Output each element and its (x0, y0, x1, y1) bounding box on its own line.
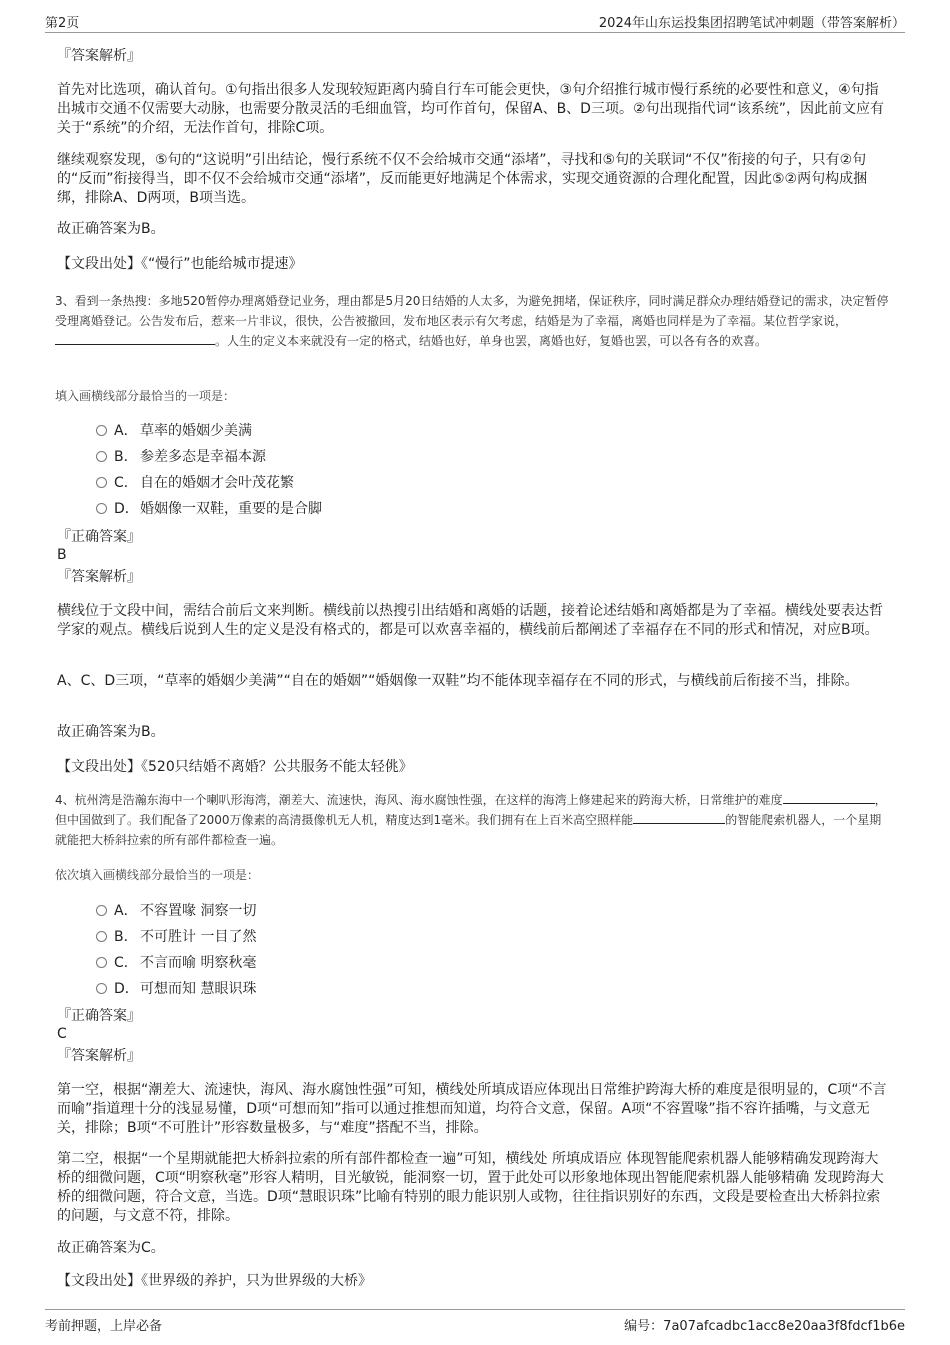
analysis-paragraph: 横线位于文段中间，需结合前后文来判断。横线前以热搜引出结婚和离婚的话题，接着论述结婚和离婚都是为了幸福。横线处要表达哲学家的观点。横线后说到人生的定义是没有格式的，都是可以欢喜幸福的，横线前后都阐述了幸福存在不同的形式和情况，对应B项。 (57, 603, 883, 638)
document-title: 2024年山东运投集团招聘笔试冲刺题（带答案解析） (598, 16, 905, 31)
question-text: ，但中国做到了。我们配备了2000万像素的高清摄像机无人机，精度达到1毫米。我们拥有在上百米高空照样能 (55, 793, 887, 827)
option-c[interactable]: C． 不言而喻 明察秋毫 (96, 953, 256, 973)
analysis-paragraph: 第二空，根据“一个星期就能把大桥斜拉索的所有部件都检查一遍”可知，横线处 所填成语应 体现智能爬索机器人能够精确发现跨海大桥的细微问题，C项“明察秋毫”形容人精明，目光敏锐，能洞察一切，置于此处可以形象地体现出智能爬索机器人能够精确 发现跨海大桥的细微问题，符合文意，当选。D项“慧眼识珠”比喻有特别的眼力能识别人或物，往往指识别好的东西，文段是要检查出大桥斜拉索的问题，与文意不符，排除。 (57, 1151, 884, 1224)
option-a[interactable]: A． 草率的婚姻少美满 (96, 421, 252, 441)
radio-icon[interactable] (96, 983, 107, 994)
option-a[interactable]: A． 不容置喙 洞察一切 (96, 901, 256, 921)
source-note: 【文段出处】《“慢行”也能给城市提速》 (57, 256, 303, 272)
analysis-label: 『答案解析』 (57, 48, 141, 64)
analysis-label: 『答案解析』 (57, 569, 141, 585)
page-header (45, 10, 905, 33)
fill-blank (55, 333, 215, 345)
page-number: 第2页 (45, 16, 80, 31)
question-3-stem (55, 291, 893, 351)
option-b[interactable]: B． 参差多态是幸福本源 (96, 447, 266, 467)
analysis-paragraph: 继续观察发现，⑤句的“这说明”引出结论，慢行系统不仅不会给城市交通“添堵”，寻找和⑤句的关联词“不仅”衔接的句子，只有②句的“反而”衔接得当，即不仅不会给城市交通“添堵”，反而能更好地满足个体需求，实现交通资源的合理化配置，因此⑤②两句构成捆绑，排除A、D两项，B项当选。 (57, 152, 868, 206)
question-text: 3、看到一条热搜：多地520暂停办理离婚登记业务，理由都是5月20日结婚的人太多，为避免拥堵，保证秩序，同时满足群众办理结婚登记的需求，决定暂停受理离婚登记。公告发布后，惹来一片非议，很快，公告被撤回，发布地区表示有欠考虑，结婚是为了幸福，离婚也同样是为了幸福。某位哲学家说， (55, 294, 889, 328)
question-text: 。人生的定义本来就没有一定的格式，结婚也好，单身也罢，离婚也好，复婚也罢，可以各有各的欢喜。 (215, 334, 768, 348)
page-footer (45, 1309, 905, 1332)
answer-conclusion: 故正确答案为B。 (57, 724, 165, 740)
question-prompt: 填入画横线部分最恰当的一项是： (55, 389, 236, 403)
radio-icon[interactable] (96, 425, 107, 436)
analysis-paragraph: 首先对比选项，确认首句。①句指出很多人发现较短距离内骑自行车可能会更快，③句介绍推行城市慢行系统的必要性和意义，④句指出城市交通不仅需要大动脉，也需要分散灵活的毛细血管，均可作首句，保留A、B、D三项。②句出现指代词“该系统”，因此前文应有关于“系统”的介绍，无法作首句，排除C项。 (57, 82, 885, 136)
option-b[interactable]: B． 不可胜计 一目了然 (96, 927, 256, 947)
analysis-label: 『答案解析』 (57, 1048, 141, 1064)
answer-conclusion: 故正确答案为B。 (57, 221, 165, 237)
question-prompt: 依次填入画横线部分最恰当的一项是： (55, 868, 260, 882)
radio-icon[interactable] (96, 451, 107, 462)
document-id: 编号：7a07afcadbc1acc8e20aa3f8fdcf1b6e (624, 1319, 905, 1334)
radio-icon[interactable] (96, 503, 107, 514)
radio-icon[interactable] (96, 931, 107, 942)
question-text: 4、杭州湾是浩瀚东海中一个喇叭形海湾，潮差大、流速快，海风、海水腐蚀性强，在这样的海湾上修建起来的跨海大桥，日常维护的难度 (55, 793, 783, 807)
source-note: 【文段出处】《世界级的养护，只为世界级的大桥》 (57, 1273, 372, 1289)
correct-answer: C (57, 1026, 67, 1042)
source-note: 【文段出处】《520只结婚不离婚？公共服务不能太轻佻》 (57, 759, 413, 775)
radio-icon[interactable] (96, 905, 107, 916)
option-c[interactable]: C． 自在的婚姻才会叶茂花繁 (96, 473, 294, 493)
answer-conclusion: 故正确答案为C。 (57, 1240, 165, 1256)
radio-icon[interactable] (96, 477, 107, 488)
question-4-stem (55, 790, 893, 850)
question-text: 的智能爬索机器人，一个星期就能把大桥斜拉索的所有部件都检查一遍。 (55, 813, 882, 847)
footer-slogan: 考前押题，上岸必备 (45, 1319, 163, 1334)
analysis-paragraph: A、C、D三项，“草率的婚姻少美满”“自在的婚姻”“婚姻像一双鞋”均不能体现幸福存在不同的形式，与横线前后衔接不当，排除。 (57, 673, 859, 689)
radio-icon[interactable] (96, 957, 107, 968)
option-d[interactable]: D．可想而知 慧眼识珠 (96, 979, 256, 999)
option-d[interactable]: D．婚姻像一双鞋，重要的是合脚 (96, 499, 322, 519)
fill-blank (783, 792, 875, 804)
fill-blank (633, 812, 725, 824)
correct-answer-label: 『正确答案』 (57, 1008, 141, 1024)
correct-answer: B (57, 547, 67, 563)
analysis-paragraph: 第一空，根据“潮差大、流速快，海风、海水腐蚀性强”可知，横线处所填成语应体现出日常维护跨海大桥的难度是很明显的，C项“不言而喻”指道理十分的浅显易懂，D项“可想而知”指可以通过推想而知道，均符合文意，保留。A项“不容置喙”指不容许插嘴，与文意无关，排除；B项“不可胜计”形容数量极多，与“难度”搭配不当，排除。 (57, 1082, 887, 1136)
correct-answer-label: 『正确答案』 (57, 529, 141, 545)
